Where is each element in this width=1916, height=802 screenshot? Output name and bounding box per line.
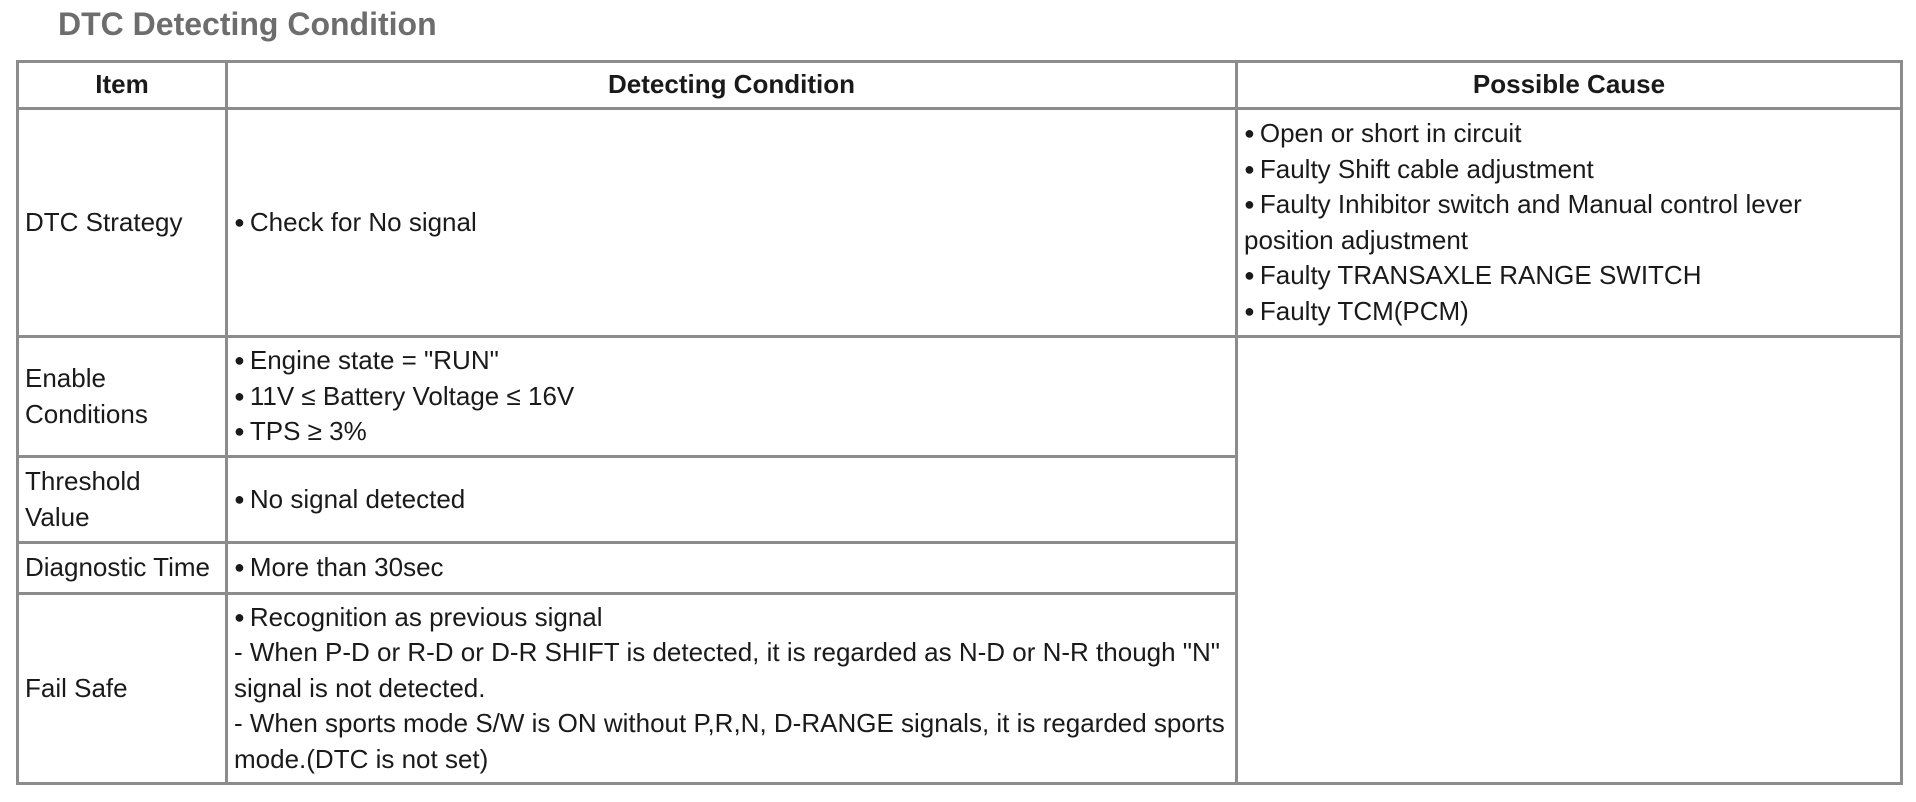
condition-cell	[227, 543, 1237, 594]
condition-line: ● More than 30sec	[234, 550, 1229, 586]
condition-cell	[227, 457, 1237, 543]
condition-line: ● Recognition as previous signal	[234, 600, 1229, 636]
table-header-row	[18, 62, 1902, 109]
cause-line: ● Faulty TCM(PCM)	[1244, 294, 1894, 330]
item-label: Threshold Value	[25, 466, 141, 532]
item-label: Enable Conditions	[25, 363, 148, 429]
condition-line: ● TPS ≥ 3%	[234, 414, 1229, 450]
header-item: Item	[18, 62, 227, 109]
item-label: Fail Safe	[25, 672, 128, 703]
condition-note: - When P-D or R-D or D-R SHIFT is detected, it is regarded as N-D or N-R though "N" signal is not detected.	[234, 637, 1228, 703]
condition-note: - When sports mode S/W is ON without P,R,N, D-RANGE signals, it is regarded sports mode.(DTC is not set)	[234, 708, 1232, 774]
item-cell	[18, 594, 227, 784]
cause-line: ● Faulty Shift cable adjustment	[1244, 152, 1894, 188]
condition-cell	[227, 337, 1237, 457]
table-row-dtc-strategy	[18, 109, 1902, 337]
cause-line: ● Faulty TRANSAXLE RANGE SWITCH	[1244, 258, 1894, 294]
item-cell	[18, 109, 227, 337]
empty-cause-cell	[1237, 337, 1902, 784]
condition-line: ● No signal detected	[234, 482, 1229, 518]
item-label: DTC Strategy	[25, 206, 183, 237]
item-cell	[18, 337, 227, 457]
possible-cause-cell	[1237, 109, 1902, 337]
page-title: DTC Detecting Condition	[58, 6, 437, 42]
table-row-enable-conditions	[18, 337, 1902, 457]
condition-line: ● Engine state = "RUN"	[234, 343, 1229, 379]
item-cell	[18, 543, 227, 594]
condition-cell	[227, 109, 1237, 337]
condition-line: ● 11V ≤ Battery Voltage ≤ 16V	[234, 379, 1229, 415]
condition-line: ● Check for No signal	[234, 205, 1229, 241]
item-cell	[18, 457, 227, 543]
cause-line: ● Open or short in circuit	[1244, 116, 1894, 152]
header-possible-cause: Possible Cause	[1237, 62, 1902, 109]
item-label: Diagnostic Time	[25, 552, 210, 583]
header-detecting-condition: Detecting Condition	[227, 62, 1237, 109]
condition-cell	[227, 594, 1237, 784]
cause-line: ● Faulty Inhibitor switch and Manual control lever position adjustment	[1244, 187, 1894, 258]
dtc-condition-table	[16, 60, 1903, 785]
